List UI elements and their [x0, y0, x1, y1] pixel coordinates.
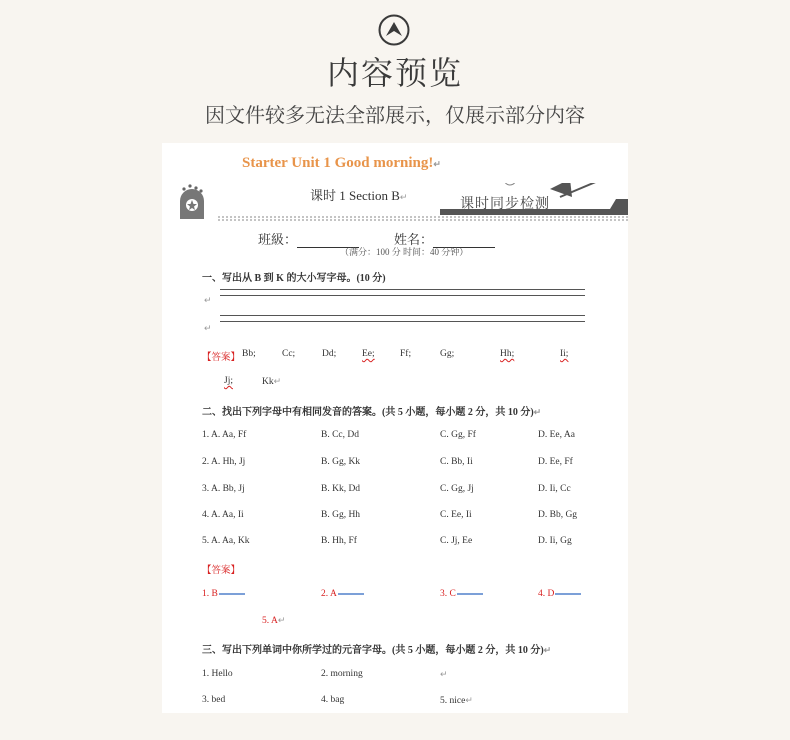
page-title: 内容预览 — [326, 54, 463, 92]
question-option: C. Gg, Jj — [440, 484, 474, 494]
question-option: B. Gg, Hh — [321, 510, 361, 520]
answer-item: Cc; — [282, 349, 296, 359]
document-preview: Starter Unit 1 Good morning!↵ 课时 1 Section B↵ 课时同步检测 班級： 姓名： （满分：100 分 时间：40 分钟） 一、写出从 B 到 K 的大小写字母。(10 分) ↵ ↵ 【答案】 Bb; Cc; Dd; Ee; Ff; Gg; Hh; Ii; Jj; Kk↵ 二、找出下列字母中有相同发音的答案。(共 5 小题，每小题 2 分，共 10 分)↵ 1. A. Aa, Ff B. Cc, Dd C. Gg, Ff D. Ee, Aa 2. A. Hh, Jj B. Gg, Kk C. Bb, Ii D. Ee, Ff 3. A. Bb, Jj B. Kk, Dd C. Gg, Jj D. Ii, Cc 4. A. Aa, Ii B. Gg, Hh C. Ee, Ii D. Bb, Gg 5. A. Aa, Kk B. Hh, Ff C. Jj, Ee D. Ii, Gg 【答案】 1. B 2. A 3. C 4. D 5. A↵ 三、写出下列单词中你所学过的元音字母。(共 5 小题，每小题 2 分，共 10 分)↵ 1. Hello 2. morning ↵ 3. bed 4. bag 5. nice↵ — [162, 143, 628, 713]
question-option: B. Hh, Ff — [321, 536, 357, 546]
word-item: 2. morning — [321, 669, 363, 679]
answer-item: Bb; — [242, 349, 256, 359]
answer-item: Kk↵ — [262, 376, 282, 387]
answer-item: 4. D — [538, 589, 581, 599]
answer-item: 2. A — [321, 589, 364, 599]
question-option: C. Ee, Ii — [440, 510, 472, 520]
question-option: B. Cc, Dd — [321, 430, 359, 440]
doc-title: Starter Unit 1 Good morning!↵ — [242, 155, 441, 171]
section-1-heading: 一、写出从 B 到 K 的大小写字母。(10 分) — [202, 273, 386, 284]
question-option: D. Ee, Aa — [538, 430, 575, 440]
banner-text: 课时同步检测 — [460, 197, 550, 212]
answer-item: Ff; — [400, 349, 412, 359]
question-option: C. Gg, Ff — [440, 430, 476, 440]
answer-item: 5. A↵ — [262, 615, 286, 626]
question-option: 1. A. Aa, Ff — [202, 430, 247, 440]
section-2-heading: 二、找出下列字母中有相同发音的答案。(共 5 小题，每小题 2 分，共 10 分)↵ — [202, 407, 542, 418]
question-option: 5. A. Aa, Kk — [202, 536, 250, 546]
answer-item: Ii; — [560, 349, 569, 359]
question-option: B. Gg, Kk — [321, 457, 361, 467]
name-field: 姓名： — [394, 229, 495, 248]
question-option: 4. A. Aa, Ii — [202, 510, 244, 520]
word-item: 3. bed — [202, 695, 226, 705]
question-option: C. Jj, Ee — [440, 536, 473, 546]
class-field: 班級： — [258, 229, 359, 248]
question-option: D. Ii, Gg — [538, 536, 572, 546]
word-item: 1. Hello — [202, 669, 233, 679]
section-2-answer-tag: 【答案】 — [202, 566, 241, 576]
section-1-answer-row-1: 【答案】 — [202, 353, 241, 363]
question-option: C. Bb, Ii — [440, 457, 473, 467]
page-subtitle: 因文件较多无法全部展示，仅展示部分内容 — [205, 103, 585, 127]
word-item: 5. nice↵ — [440, 695, 473, 706]
answer-item: 1. B — [202, 589, 245, 599]
question-option: D. Ii, Cc — [538, 484, 571, 494]
lesson-label: 课时 1 Section B↵ — [310, 188, 408, 203]
question-option: 3. A. Bb, Jj — [202, 484, 245, 494]
answer-item: Jj; — [224, 376, 233, 386]
question-option: B. Kk, Dd — [321, 484, 361, 494]
score-info: （满分：100 分 时间：40 分钟） — [340, 247, 469, 257]
answer-item: Ee; — [362, 349, 375, 359]
answer-item: Gg; — [440, 349, 455, 359]
question-option: 2. A. Hh, Jj — [202, 457, 246, 467]
up-arrow-logo-icon — [378, 14, 410, 46]
answer-item: 3. C — [440, 589, 483, 599]
answer-item: Hh; — [500, 349, 515, 359]
question-option: D. Ee, Ff — [538, 457, 573, 467]
question-option: D. Bb, Gg — [538, 510, 578, 520]
word-item: 4. bag — [321, 695, 345, 705]
section-3-heading: 三、写出下列单词中你所学过的元音字母。(共 5 小题，每小题 2 分，共 10 分)↵ — [202, 645, 552, 656]
answer-item: Dd; — [322, 349, 337, 359]
